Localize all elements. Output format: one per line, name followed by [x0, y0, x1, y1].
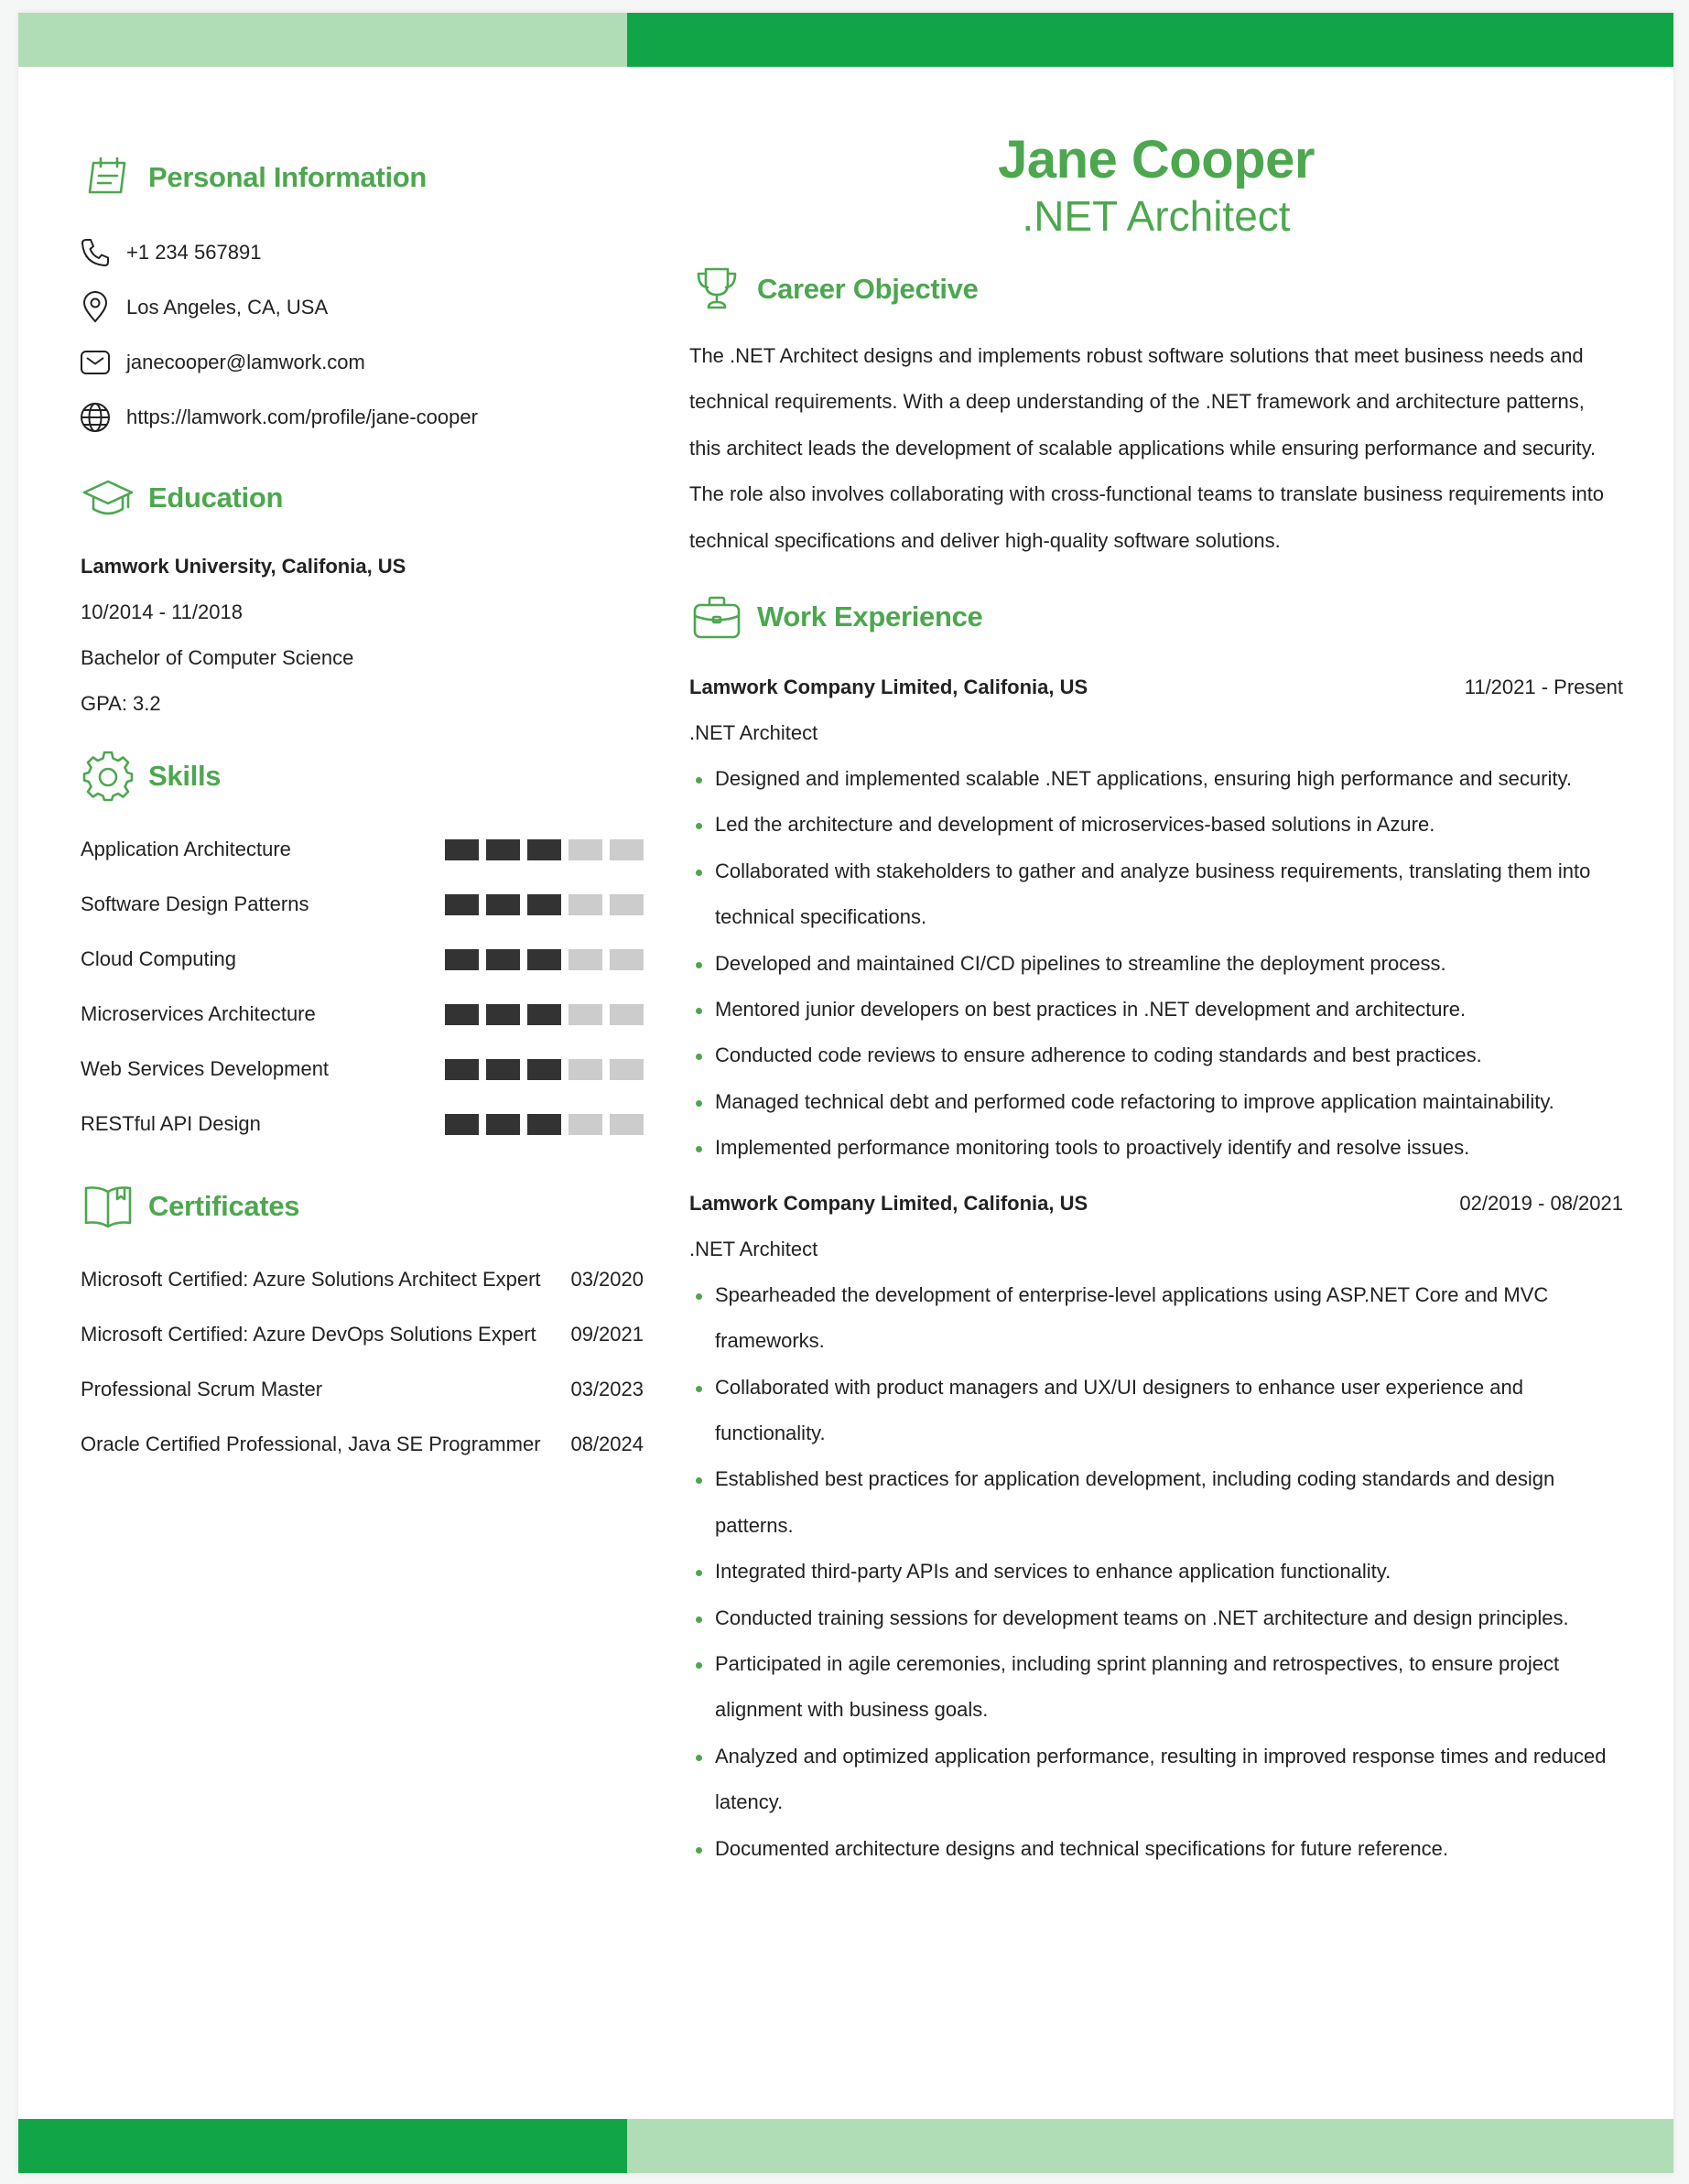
contact-email — [81, 335, 644, 390]
skill-level-filled — [445, 894, 479, 915]
job-company: Lamwork Company Limited, Califonia, US — [689, 676, 1088, 699]
certificate-name: Microsoft Certified: Azure DevOps Solutions Expert — [81, 1323, 536, 1346]
phone-text[interactable]: +1 234 567891 — [126, 241, 262, 264]
job-bullet: Conducted training sessions for development teams on .NET architecture and design principles. — [689, 1595, 1623, 1641]
website-link[interactable]: https://lamwork.com/profile/jane-cooper — [126, 405, 478, 428]
contact-location — [81, 280, 644, 335]
certificate-name: Microsoft Certified: Azure Solutions Architect Expert — [81, 1268, 541, 1291]
career-objective-text: The .NET Architect designs and implements robust software solutions that meet business needs and technical requirements. With a deep understanding of the .NET framework and architecture patterns, this architect leads the development of scalable applications while ensuring performance and security. The role also involves collaborating with cross-functional teams to translate business requirements into technical specifications and deliver high-quality software solutions. — [689, 344, 1605, 552]
certificate-row — [81, 1417, 644, 1472]
skill-level-empty — [610, 1059, 644, 1080]
certificate-name: Oracle Certified Professional, Java SE Programmer — [81, 1433, 541, 1455]
job-bullet: Mentored junior developers on best practices in .NET development and architecture. — [689, 987, 1623, 1033]
skill-level-filled — [445, 839, 479, 860]
job-bullets — [689, 1272, 1623, 1872]
section-title: Skills — [148, 760, 222, 792]
skill-level-empty — [568, 1059, 602, 1080]
skill-level — [445, 1059, 644, 1080]
contact-phone — [81, 225, 644, 280]
job-header — [689, 665, 1623, 710]
section-title: Certificates — [148, 1190, 300, 1222]
job-bullet: Analyzed and optimized application performance, resulting in improved response times and reduced latency. — [689, 1734, 1623, 1826]
section-title: Personal Information — [148, 161, 428, 193]
skill-level-filled — [445, 949, 479, 970]
job-entry — [689, 665, 1623, 1172]
skill-level-empty — [610, 839, 644, 860]
education-entry — [81, 544, 644, 727]
skill-row — [81, 1097, 644, 1151]
skill-level-filled — [527, 1114, 561, 1135]
section-title: Career Objective — [757, 273, 979, 305]
right-column — [689, 130, 1623, 1872]
skill-level — [445, 949, 644, 970]
skills-list — [81, 822, 644, 1151]
trophy-icon — [689, 262, 744, 317]
skill-level-filled — [486, 894, 520, 915]
job-bullet: Conducted code reviews to ensure adherence to coding standards and best practices. — [689, 1033, 1623, 1078]
skill-level-filled — [486, 839, 520, 860]
skill-level-filled — [486, 949, 520, 970]
gpa: GPA: 3.2 — [81, 692, 161, 715]
job-bullet: Managed technical debt and performed code refactoring to improve application maintainability. — [689, 1079, 1623, 1125]
mail-icon — [79, 346, 112, 379]
job-bullet: Designed and implemented scalable .NET applications, ensuring high performance and security. — [689, 756, 1623, 802]
job-bullet: Developed and maintained CI/CD pipelines to streamline the deployment process. — [689, 941, 1623, 987]
skill-level-empty — [568, 1004, 602, 1025]
skill-name: RESTful API Design — [81, 1112, 261, 1135]
work-experience-list — [689, 665, 1623, 1872]
certificate-date: 09/2021 — [570, 1323, 644, 1346]
work-experience-header — [689, 589, 1623, 644]
skill-name: Cloud Computing — [81, 947, 236, 970]
skill-level-empty — [610, 949, 644, 970]
certificate-row — [81, 1307, 644, 1362]
skill-level-filled — [486, 1004, 520, 1025]
calendar-note-icon — [81, 150, 135, 205]
skill-level-filled — [486, 1059, 520, 1080]
skill-row — [81, 877, 644, 932]
school-name: Lamwork University, Califonia, US — [81, 555, 406, 578]
skill-name: Web Services Development — [81, 1057, 330, 1080]
skill-level — [445, 1004, 644, 1025]
bottom-bar-dark — [18, 2119, 627, 2173]
job-bullet: Integrated third-party APIs and services to enhance application functionality. — [689, 1549, 1623, 1595]
contact-list — [81, 225, 644, 445]
phone-icon — [79, 236, 112, 269]
gear-icon — [81, 749, 135, 804]
skill-level-empty — [568, 894, 602, 915]
job-bullet: Documented architecture designs and technical specifications for future reference. — [689, 1826, 1623, 1872]
skill-row — [81, 1042, 644, 1097]
skills-header — [81, 749, 644, 804]
top-bar-light — [18, 13, 627, 67]
education-header — [81, 470, 644, 525]
candidate-name: Jane Cooper — [998, 130, 1315, 189]
education-dates: 10/2014 - 11/2018 — [81, 600, 243, 623]
skill-level — [445, 894, 644, 915]
bottom-bar-light — [627, 2119, 1673, 2173]
skill-level-filled — [445, 1004, 479, 1025]
skill-name: Microservices Architecture — [81, 1002, 316, 1025]
certificates-list — [81, 1252, 644, 1472]
graduation-cap-icon — [81, 470, 135, 525]
skill-level — [445, 1114, 644, 1135]
skill-row — [81, 932, 644, 987]
contact-website — [81, 390, 644, 445]
book-icon — [81, 1179, 135, 1234]
skill-level-empty — [610, 1114, 644, 1135]
briefcase-icon — [689, 589, 744, 644]
skill-level-filled — [527, 949, 561, 970]
job-header — [689, 1181, 1623, 1227]
skill-level-empty — [568, 839, 602, 860]
skill-level-empty — [568, 949, 602, 970]
top-bar-dark — [627, 13, 1673, 67]
globe-icon — [79, 401, 112, 434]
email-text[interactable]: janecooper@lamwork.com — [126, 351, 365, 373]
skill-level-filled — [527, 1004, 561, 1025]
job-bullets — [689, 756, 1623, 1172]
skill-name: Software Design Patterns — [81, 892, 309, 915]
job-company: Lamwork Company Limited, Califonia, US — [689, 1191, 1088, 1215]
skill-level-filled — [527, 839, 561, 860]
job-title: .NET Architect — [689, 1237, 818, 1260]
skill-name: Application Architecture — [81, 838, 291, 860]
job-bullet: Participated in agile ceremonies, including sprint planning and retrospectives, to ensure project alignment with business goals. — [689, 1641, 1623, 1734]
job-entry — [689, 1181, 1623, 1872]
career-objective-header — [689, 262, 1623, 317]
job-bullet: Collaborated with product managers and UX/UI designers to enhance user experience and functionality. — [689, 1365, 1623, 1457]
job-bullet: Spearheaded the development of enterprise-level applications using ASP.NET Core and MVC frameworks. — [689, 1272, 1623, 1365]
certificate-row — [81, 1362, 644, 1417]
job-dates: 11/2021 - Present — [1464, 676, 1623, 699]
job-title: .NET Architect — [689, 721, 818, 745]
certificate-date: 03/2023 — [570, 1378, 644, 1400]
job-bullet: Implemented performance monitoring tools to proactively identify and resolve issues. — [689, 1125, 1623, 1171]
location-pin-icon — [79, 291, 112, 324]
degree: Bachelor of Computer Science — [81, 646, 354, 669]
skill-row — [81, 822, 644, 877]
certificate-date: 03/2020 — [570, 1268, 644, 1291]
personal-information-header — [81, 150, 644, 205]
certificate-row — [81, 1252, 644, 1307]
job-bullet: Led the architecture and development of microservices-based solutions in Azure. — [689, 802, 1623, 848]
job-dates: 02/2019 - 08/2021 — [1459, 1191, 1623, 1215]
skill-level-filled — [445, 1059, 479, 1080]
certificates-header — [81, 1179, 644, 1234]
skill-level-empty — [568, 1114, 602, 1135]
skill-level-empty — [610, 894, 644, 915]
certificate-date: 08/2024 — [570, 1433, 644, 1455]
skill-row — [81, 987, 644, 1042]
location-text: Los Angeles, CA, USA — [126, 296, 329, 319]
skill-level-filled — [527, 1059, 561, 1080]
job-bullet: Established best practices for application development, including coding standards and design patterns. — [689, 1456, 1623, 1549]
section-title: Education — [148, 481, 284, 514]
certificate-name: Professional Scrum Master — [81, 1378, 323, 1400]
left-column — [81, 150, 644, 1472]
candidate-role: .NET Architect — [1022, 192, 1291, 240]
job-bullet: Collaborated with stakeholders to gather and analyze business requirements, translating them into technical specifications. — [689, 849, 1623, 941]
resume-page — [18, 13, 1673, 2173]
skill-level-filled — [486, 1114, 520, 1135]
skill-level-empty — [610, 1004, 644, 1025]
skill-level-filled — [527, 894, 561, 915]
skill-level — [445, 839, 644, 860]
section-title: Work Experience — [757, 600, 983, 633]
skill-level-filled — [445, 1114, 479, 1135]
